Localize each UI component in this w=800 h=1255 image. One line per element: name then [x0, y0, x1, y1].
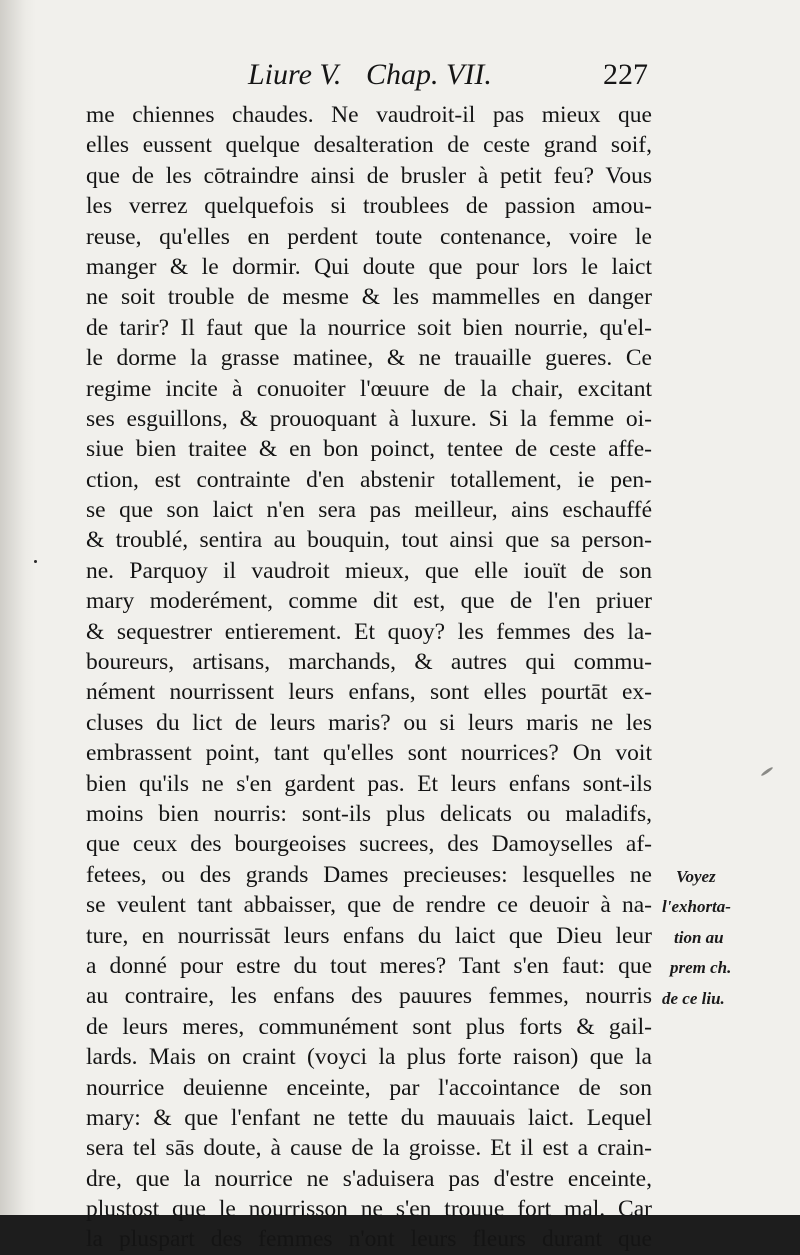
marginal-note-line: l'exhorta-	[662, 897, 731, 917]
print-speck	[34, 560, 37, 563]
text-line: se que son laict n'en sera pas meilleur, ains eschauffé	[86, 497, 652, 524]
text-line: la pluspart des femmes n'ont leurs fleurs durant que	[86, 1226, 652, 1253]
marginal-note-line: de ce liu.	[662, 988, 725, 1008]
running-head	[248, 58, 648, 98]
running-head-book: Liure V.	[248, 58, 342, 91]
print-speck	[760, 766, 773, 776]
text-line: au contraire, les enfans des pauures femmes, nourris	[86, 983, 652, 1010]
text-line: mary moderément, comme dit est, que de l'en priuer	[86, 588, 652, 615]
marginal-note	[658, 862, 774, 1014]
marginal-note-line: tion au	[674, 927, 724, 947]
text-line: elles eussent quelque desalteration de ceste grand soif,	[86, 132, 652, 159]
text-line: & troublé, sentira au bouquin, tout ainsi que sa person-	[86, 527, 652, 554]
text-line: les verrez quelquefois si troublees de passion amou-	[86, 193, 652, 220]
text-line: a donné pour estre du tout meres? Tant s'en faut: que	[86, 952, 652, 979]
text-line: ne. Parquoy il vaudroit mieux, que elle iouït de son	[86, 557, 652, 584]
text-line: fetees, ou des grands Dames precieuses: lesquelles ne	[86, 861, 652, 888]
text-line: se veulent tant abbaisser, que de rendre ce deuoir à na-	[86, 892, 652, 919]
text-line: regime incite à conuoiter l'œuure de la chair, excitant	[86, 375, 652, 402]
text-line: lards. Mais on craint (voyci la plus forte raison) que la	[86, 1044, 652, 1071]
text-line: cluses du lict de leurs maris? ou si leurs maris ne les	[86, 709, 652, 736]
text-line: nourrice deuienne enceinte, par l'accointance de son	[86, 1074, 652, 1101]
text-line: & sequestrer entierement. Et quoy? les femmes des la-	[86, 618, 652, 645]
text-line: que de les cōtraindre ainsi de brusler à petit feu? Vous	[86, 162, 652, 189]
text-line: dre, que la nourrice ne s'aduisera pas d'estre enceinte,	[86, 1165, 652, 1192]
text-line: me chiennes chaudes. Ne vaudroit-il pas mieux que	[86, 102, 652, 128]
body-text	[86, 100, 652, 1255]
running-head-chapter: Chap. VII.	[366, 58, 492, 91]
text-line: embrassent point, tant qu'elles sont nourrices? On voit	[86, 740, 652, 767]
text-line: ture, en nourrissāt leurs enfans du laict que Dieu leur	[86, 922, 652, 949]
text-line: le dorme la grasse matinee, & ne trauaille gueres. Ce	[86, 345, 652, 372]
page-number: 227	[603, 58, 648, 91]
marginal-note-line: prem ch.	[670, 958, 732, 978]
text-line: manger & le dormir. Qui doute que pour lors le laict	[86, 253, 652, 280]
text-line: siue bien traitee & en bon poinct, tentee de ceste affe-	[86, 436, 652, 463]
text-line: de tarir? Il faut que la nourrice soit bien nourrie, qu'el-	[86, 314, 652, 341]
text-line: ses esguillons, & prouoquant à luxure. Si la femme oi-	[86, 405, 652, 432]
text-line: ne soit trouble de mesme & les mammelles en danger	[86, 284, 652, 311]
text-line: que ceux des bourgeoises sucrees, des Damoyselles af-	[86, 831, 652, 858]
page-gutter-shadow	[0, 0, 36, 1215]
text-line: plustost que le nourrisson ne s'en trouue fort mal. Car	[86, 1196, 652, 1223]
text-line: de leurs meres, communément sont plus forts & gail-	[86, 1013, 652, 1040]
text-line: reuse, qu'elles en perdent toute contenance, voire le	[86, 223, 652, 250]
text-line: moins bien nourris: sont-ils plus delicats ou maladifs,	[86, 800, 652, 827]
text-line: boureurs, artisans, marchands, & autres qui commu-	[86, 649, 652, 676]
text-line: nément nourrissent leurs enfans, sont elles pourtāt ex-	[86, 679, 652, 706]
text-line: sera tel sās doute, à cause de la groisse. Et il est a crain-	[86, 1135, 652, 1162]
text-line: ction, est contrainte d'en abstenir totallement, ie pen-	[86, 466, 652, 493]
text-line: bien qu'ils ne s'en gardent pas. Et leurs enfans sont-ils	[86, 770, 652, 797]
text-line: mary: & que l'enfant ne tette du mauuais laict. Lequel	[86, 1104, 652, 1131]
marginal-note-line: Voyez	[676, 867, 716, 886]
